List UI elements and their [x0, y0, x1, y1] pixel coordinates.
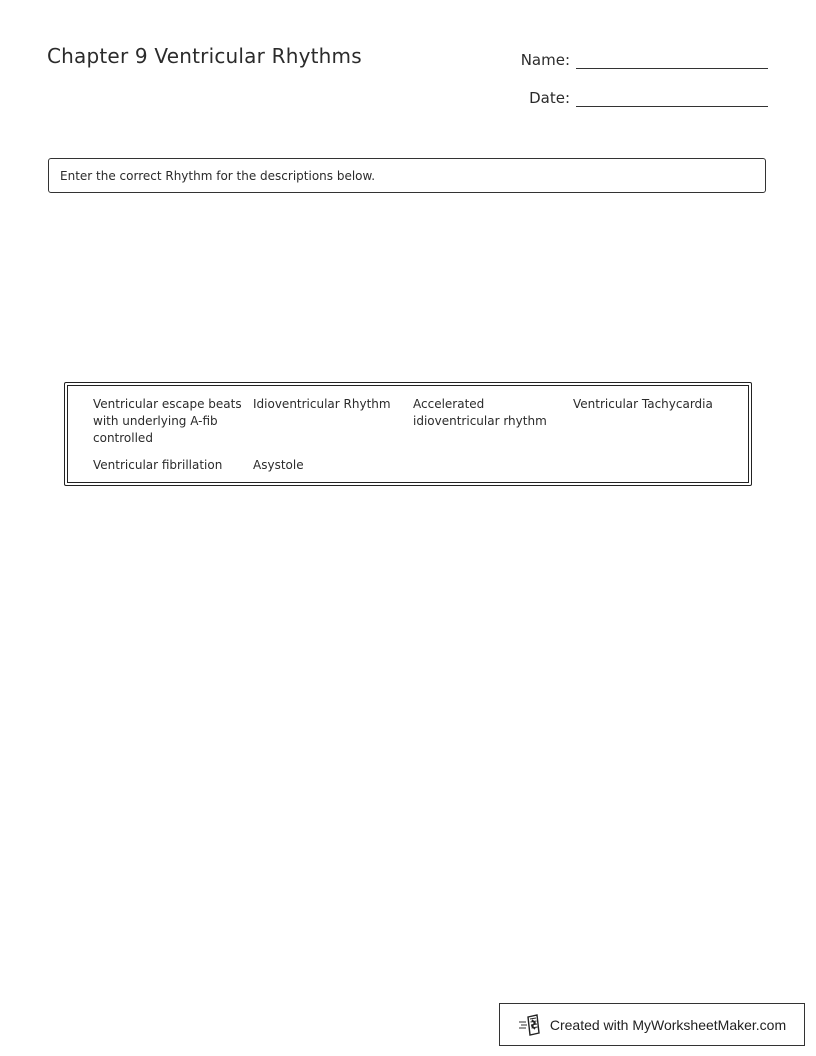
word-bank-item: Ventricular Tachycardia: [573, 397, 713, 411]
word-bank: [64, 382, 752, 486]
name-label: Name:: [520, 51, 570, 69]
instructions-text: Enter the correct Rhythm for the descriptions below.: [60, 168, 376, 183]
date-blank-line: [576, 106, 768, 107]
word-bank-item: Accelerated idioventricular rhythm: [413, 397, 547, 428]
footer-text: Created with MyWorksheetMaker.com: [549, 1016, 787, 1033]
date-label: Date:: [529, 89, 570, 107]
date-field: [529, 88, 768, 108]
word-bank-row: [93, 396, 733, 447]
name-blank-line: [576, 68, 768, 69]
word-bank-grid: [93, 396, 733, 484]
word-bank-item: Ventricular escape beats with underlying A-fib controlled: [93, 397, 242, 445]
worksheet-maker-logo-icon: [518, 1014, 544, 1036]
word-bank-item: Ventricular fibrillation: [93, 458, 223, 472]
footer-credit[interactable]: [499, 1003, 805, 1046]
worksheet-title: Chapter 9 Ventricular Rhythms: [47, 44, 362, 68]
name-field: [521, 50, 768, 70]
word-bank-item: Asystole: [253, 458, 304, 472]
word-bank-row: [93, 457, 733, 474]
instructions-box: [48, 158, 766, 193]
word-bank-item: Idioventricular Rhythm: [253, 397, 391, 411]
